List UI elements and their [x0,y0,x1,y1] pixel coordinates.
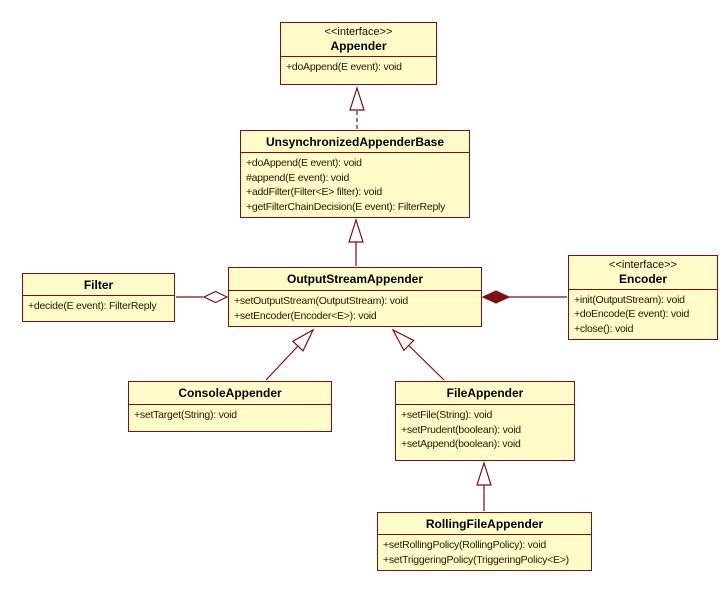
class-filter-header [23,274,174,296]
class-console-members [129,405,331,431]
class-rolling-members [378,535,591,570]
class-uab-name: UnsynchronizedAppenderBase [265,134,445,149]
method-label: +setTriggeringPolicy(TriggeringPolicy<E>) [383,553,569,566]
method-label: +setAppend(boolean): void [401,438,521,450]
method-label: +doEncode(E event): void [574,308,690,320]
class-uab-members [241,153,469,217]
class-console-appender [128,381,332,432]
composition-filled-diamond [483,291,509,303]
class-encoder-members [569,290,717,340]
class-encoder-stereotype: <<interface>> [609,258,677,271]
class-appender [280,22,437,85]
class-appender-members [281,57,436,84]
class-output-stream-appender [228,267,482,327]
class-osa-members [229,291,481,326]
class-file-appender [395,381,575,461]
class-rolling-file-appender [377,512,592,571]
method-label: +doAppend(E event): void [246,157,362,169]
method-label: +setEncoder(Encoder<E>): void [234,309,377,322]
class-console-name: ConsoleAppender [178,386,282,400]
method-label: +getFilterChainDecision(E event): FilterReply [246,200,446,213]
class-console-header [129,382,331,405]
class-filter-name: Filter [83,277,114,292]
class-osa-header [229,268,481,291]
class-unsynchronized-appender-base [240,130,470,218]
class-rolling-name: RollingFileAppender [425,516,544,531]
class-encoder [568,255,718,340]
generalization-edge-console-osa [266,330,313,380]
method-label: +init(OutputStream): void [574,293,685,306]
class-encoder-header [569,256,717,290]
class-appender-name: Appender [330,39,387,53]
class-file-members [396,405,574,460]
class-encoder-name: Encoder [618,271,667,286]
method-label: +addFilter(Filter<E> filter): void [246,186,382,198]
class-uab-header [241,131,469,153]
class-osa-name: OutputStreamAppender [286,272,423,286]
method-label: #append(E event): void [246,171,350,184]
method-label: +setOutputStream(OutputStream): void [234,295,408,307]
class-filter-members [23,296,174,321]
method-label: +setPrudent(boolean): void [401,423,521,436]
aggregation-hollow-diamond [204,292,227,303]
method-label: +close(): void [574,322,634,335]
class-appender-header [281,23,436,57]
class-file-header [396,382,574,405]
class-appender-stereotype: <<interface>> [324,26,393,38]
class-rolling-header [378,513,591,535]
method-label: +doAppend(E event): void [286,61,402,73]
class-file-name: FileAppender [446,386,524,400]
method-label: +setFile(String): void [401,409,493,421]
method-label: +decide(E event): FilterReply [28,300,157,312]
method-label: +setTarget(String): void [134,409,237,421]
method-label: +setRollingPolicy(RollingPolicy): void [383,539,546,551]
generalization-edge-file-osa [393,330,444,380]
class-filter [22,273,175,322]
